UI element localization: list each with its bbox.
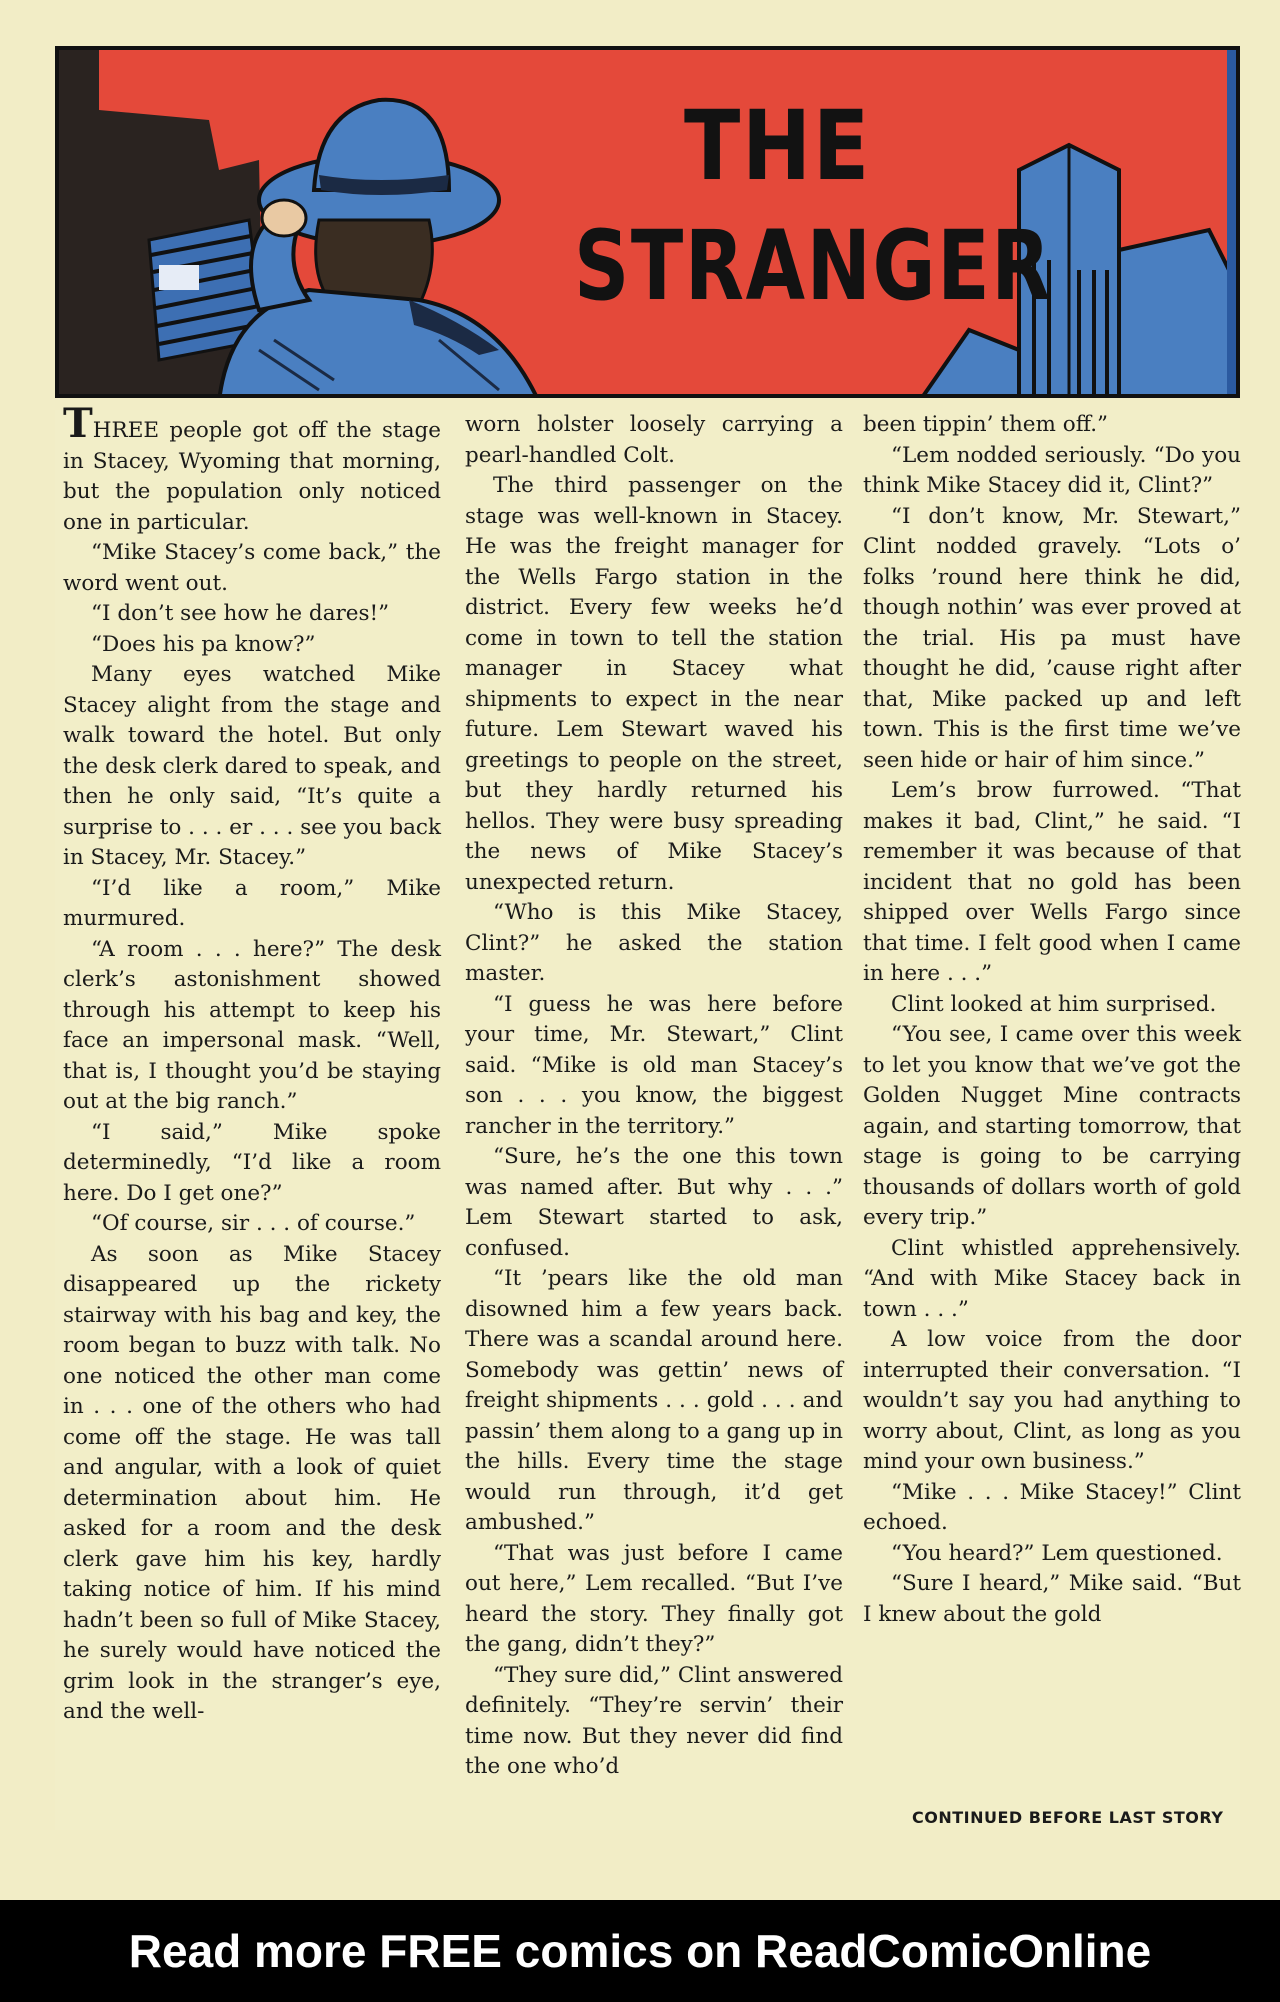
story-paragraph-text: worn holster loosely carrying a pearl-handled Colt. bbox=[465, 412, 843, 468]
story-paragraph bbox=[465, 471, 843, 898]
story-paragraph bbox=[63, 1209, 441, 1240]
story-paragraph-text: “You see, I came over this week to let you know that we’ve got the Golden Nugget Mine contracts again, and starting tomorrow, that stage is going to be carrying thousands of dollars worth of gold every trip.” bbox=[863, 1022, 1241, 1230]
story-paragraph-text: “Mike Stacey’s come back,” the word went out. bbox=[63, 540, 441, 596]
story-paragraph bbox=[863, 1478, 1241, 1539]
story-paragraph-text: “I guess he was here before your time, Mr. Stewart,” Clint said. “Mike is old man Stacey’s son . . . you know, the biggest rancher in the territory.” bbox=[465, 991, 843, 1139]
story-paragraph-text: Clint looked at him surprised. bbox=[891, 991, 1217, 1017]
cowboy-figure bbox=[219, 100, 539, 398]
drop-cap: T bbox=[63, 400, 93, 447]
story-paragraph-text: “I’d like a room,” Mike murmured. bbox=[63, 875, 441, 931]
story-paragraph bbox=[465, 990, 843, 1143]
story-column-3 bbox=[863, 410, 1241, 1630]
story-paragraph-text: “That was just before I came out here,” Lem recalled. “But I’ve heard the story. They finally got the gang, didn’t they?” bbox=[465, 1540, 843, 1657]
story-paragraph bbox=[465, 410, 843, 471]
story-paragraph bbox=[63, 1118, 441, 1210]
story-paragraph bbox=[863, 1325, 1241, 1478]
story-paragraph bbox=[465, 1661, 843, 1783]
story-paragraph-text: been tippin’ them off.” bbox=[863, 412, 1109, 437]
story-paragraph bbox=[465, 1539, 843, 1661]
promo-banner-text[interactable]: Read more FREE comics on ReadComicOnline bbox=[128, 1925, 1152, 1977]
story-paragraph-text: As soon as Mike Stacey disappeared up the rickety stairway with his bag and key, the room began to buzz with talk. No one noticed the other man come in . . . one of the others who had come off the stage. He was tall and angular, with a look of quiet determination about him. He asked for a room and the desk clerk gave him his key, hardly taking notice of him. If his mind hadn’t been so full of Mike Stacey, he surely would have noticed the grim look in the stranger’s eye, and the well- bbox=[63, 1241, 441, 1724]
story-paragraph-text: “It ’pears like the old man disowned him a few years back. There was a scandal around here. Somebody was gettin’ news of freight shipments . . . gold . . . and passin’ them along to a gang up in the hills. Every time the stage would run through, it’d get ambushed.” bbox=[465, 1266, 843, 1535]
story-paragraph bbox=[863, 1234, 1241, 1326]
story-paragraph-text: HREE people got off the stage in Stacey, Wyoming that morning, but the population only noticed one in particular. bbox=[63, 418, 441, 535]
story-paragraph bbox=[863, 990, 1241, 1021]
story-paragraph-text: “Sure I heard,” Mike said. “But I knew about the gold bbox=[863, 1571, 1241, 1627]
story-paragraph bbox=[863, 1539, 1241, 1570]
story-paragraph bbox=[63, 874, 441, 935]
story-paragraph-text: “Mike . . . Mike Stacey!” Clint echoed. bbox=[863, 1479, 1241, 1535]
story-paragraph bbox=[63, 660, 441, 874]
story-paragraph-text: “You heard?” Lem questioned. bbox=[891, 1540, 1223, 1566]
story-paragraph-text: “I said,” Mike spoke determinedly, “I’d like a room here. Do I get one?” bbox=[63, 1119, 441, 1206]
story-paragraph-text: “They sure did,” Clint answered definitely. “They’re servin’ their time now. But they never did find the one who’d bbox=[465, 1662, 843, 1779]
story-column-2 bbox=[465, 410, 843, 1783]
story-paragraph bbox=[465, 1142, 843, 1264]
story-paragraph-text: Many eyes watched Mike Stacey alight from the stage and walk toward the hotel. But only the desk clerk dared to speak, and then he only said, “It’s quite a surprise to . . . er . . . see you back in Stacey, Mr. Stacey.” bbox=[63, 662, 441, 870]
story-paragraph bbox=[863, 1569, 1241, 1630]
story-paragraph bbox=[63, 400, 441, 538]
title-splash-panel bbox=[55, 46, 1240, 398]
story-paragraph bbox=[63, 538, 441, 599]
title-line-the: THE bbox=[684, 90, 871, 202]
story-paragraph bbox=[465, 1264, 843, 1539]
story-paragraph-text: The third passenger on the stage was well-known in Stacey. He was the freight manager for the Wells Fargo station in the district. Every few weeks he’d come in town to tell the station manager in Stacey what shipments to expect in the near future. Lem Stewart waved his greetings to people on the street, but they hardly returned his hellos. They were busy spreading the news of Mike Stacey’s unexpected return. bbox=[465, 473, 843, 895]
story-paragraph-text: “Of course, sir . . . of course.” bbox=[91, 1211, 416, 1236]
story-paragraph-text: Lem’s brow furrowed. “That makes it bad, Clint,” he said. “I remember it was because of that incident that no gold has been shipped over Wells Fargo since that time. I felt good when I came in here . . .” bbox=[863, 778, 1241, 986]
story-paragraph bbox=[863, 441, 1241, 502]
story-paragraph bbox=[63, 935, 441, 1118]
story-paragraph-text: “Does his pa know?” bbox=[91, 631, 316, 657]
story-paragraph bbox=[863, 1020, 1241, 1234]
story-text-area bbox=[55, 400, 1241, 1830]
story-paragraph-text: “I don’t see how he dares!” bbox=[91, 601, 390, 626]
story-paragraph bbox=[63, 1240, 441, 1728]
story-paragraph-text: “I don’t know, Mr. Stewart,” Clint nodded gravely. “Lots o’ folks ’round here think he did, though nothin’ was ever proved at the trial. His pa must have thought he did, ’cause right after that, Mike packed up and left town. This is the first time we’ve seen hide or hair of him since.” bbox=[863, 503, 1241, 773]
story-paragraph bbox=[63, 630, 441, 661]
story-paragraph-text: Clint whistled apprehensively. “And with Mike Stacey back in town . . .” bbox=[863, 1235, 1241, 1322]
story-paragraph-text: “Who is this Mike Stacey, Clint?” he asked the station master. bbox=[465, 900, 843, 986]
story-paragraph-text: “Sure, he’s the one this town was named after. But why . . .” Lem Stewart started to ask, confused. bbox=[465, 1144, 843, 1261]
promo-banner[interactable] bbox=[0, 1900, 1280, 2002]
story-paragraph bbox=[863, 502, 1241, 777]
title-line-stranger: STRANGER bbox=[574, 210, 1052, 322]
story-paragraph-text: “Lem nodded seriously. “Do you think Mike Stacey did it, Clint?” bbox=[863, 442, 1241, 498]
story-paragraph bbox=[863, 776, 1241, 990]
story-paragraph bbox=[863, 410, 1241, 441]
story-paragraph bbox=[465, 898, 843, 990]
story-paragraph-text: A low voice from the door interrupted their conversation. “I wouldn’t say you had anything to worry about, Clint, as long as you mind your own business.” bbox=[863, 1327, 1241, 1474]
story-paragraph-text: “A room . . . here?” The desk clerk’s astonishment showed through his attempt to keep his face an impersonal mask. “Well, that is, I thought you’d be staying out at the big ranch.” bbox=[63, 936, 441, 1114]
story-paragraph bbox=[63, 599, 441, 630]
story-column-1 bbox=[63, 400, 441, 1728]
continued-note: CONTINUED BEFORE LAST STORY bbox=[912, 1808, 1224, 1827]
